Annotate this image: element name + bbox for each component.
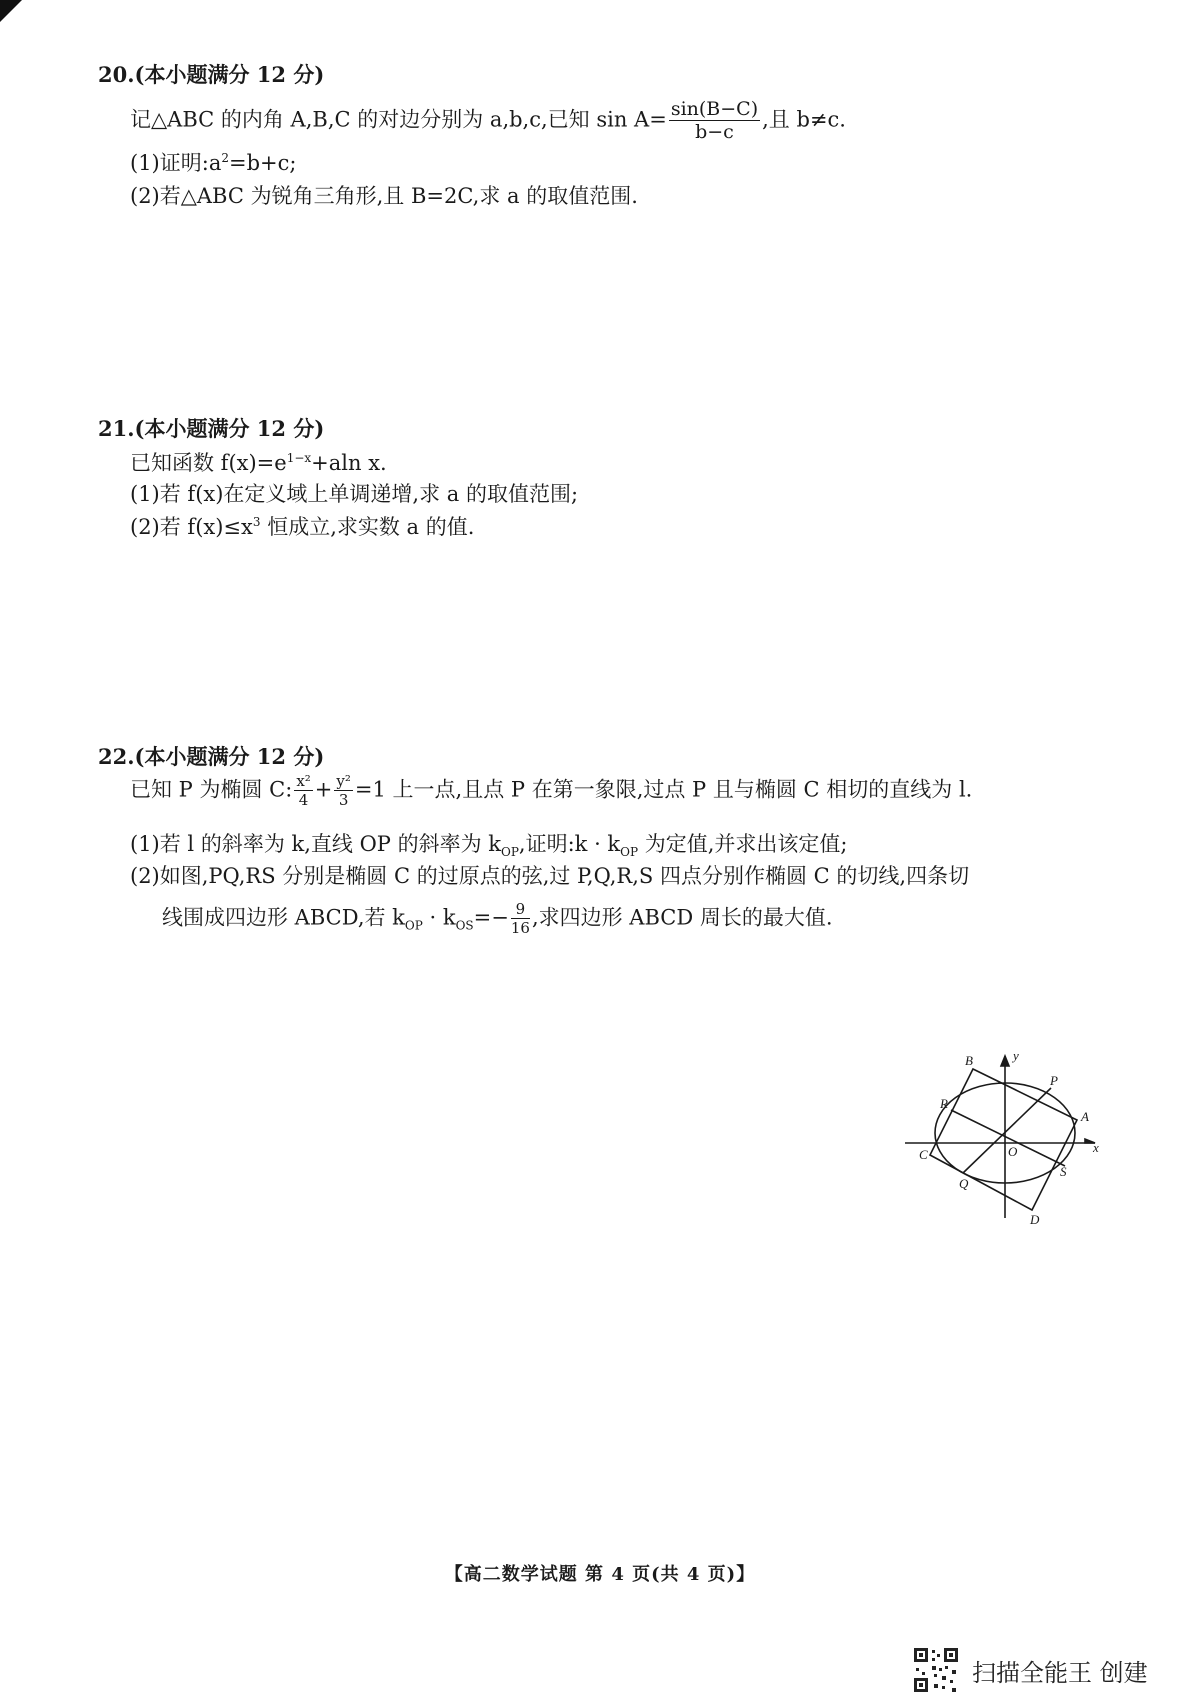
part-text: (2)若 f(x)≤x	[130, 515, 253, 539]
question-20-header: 20.(本小题满分 12 分)	[98, 62, 325, 87]
question-21-part-2	[130, 516, 474, 538]
fraction-denominator: b−c	[695, 121, 734, 143]
subscript: OP	[404, 918, 423, 933]
fraction	[669, 100, 760, 142]
part-text: (1)若 l 的斜率为 k,直线 OP 的斜率为 k	[130, 832, 501, 856]
question-22-part-1	[130, 834, 848, 858]
question-21-stem	[130, 452, 387, 474]
fraction-numerator: y²	[336, 772, 351, 790]
question-20	[98, 62, 1098, 208]
fraction	[294, 774, 312, 808]
qr-code-icon	[912, 1646, 960, 1694]
question-22	[98, 744, 1098, 937]
chord-pq	[963, 1088, 1051, 1173]
stem-text: 已知 P 为椭圆 C:	[130, 777, 293, 802]
page-footer: 【高二数学试题 第 4 页(共 4 页)】	[444, 1564, 756, 1585]
question-22-part-2-line-1: (2)如图,PQ,RS 分别是椭圆 C 的过原点的弦,过 P,Q,R,S 四点分别作椭圆 C 的切线,四条切	[130, 864, 970, 888]
stem-text: ,且 b≠c.	[762, 107, 846, 132]
subscript: OP	[501, 845, 519, 860]
quadrilateral-abcd	[930, 1069, 1077, 1210]
fraction-denominator: 16	[510, 919, 530, 937]
part-text: 线围成四边形 ABCD,若 k	[162, 905, 405, 930]
stem-text: 记△ABC 的内角 A,B,C 的对边分别为 a,b,c,已知 sin A=	[130, 107, 667, 132]
figure-label-s: S	[1060, 1164, 1067, 1179]
figure-label-a: A	[1081, 1109, 1089, 1124]
fraction	[511, 902, 530, 936]
part-text: ,证明:k · k	[518, 832, 621, 856]
part-text: ,求四边形 ABCD 周长的最大值.	[531, 905, 833, 930]
figure-label-d: D	[1030, 1212, 1040, 1227]
scanner-text: 扫描全能王 创建	[972, 1658, 1148, 1687]
question-20-part-2: (2)若△ABC 为锐角三角形,且 B=2C,求 a 的取值范围.	[130, 184, 638, 208]
question-21-header: 21.(本小题满分 12 分)	[98, 416, 325, 441]
plus-sign: +	[314, 777, 333, 802]
scanner-watermark	[912, 1646, 1148, 1694]
superscript: 3	[252, 515, 261, 529]
stem-text: =1 上一点,且点 P 在第一象限,过点 P 且与椭圆 C 相切的直线为 l.	[354, 777, 973, 802]
superscript: 2	[221, 151, 229, 165]
fraction	[334, 774, 353, 808]
figure-label-r: R	[940, 1096, 948, 1111]
y-axis-arrow	[1001, 1056, 1009, 1066]
part-text: =−	[473, 905, 509, 930]
figure-label-c: C	[919, 1147, 928, 1162]
question-20-stem	[130, 100, 846, 142]
part-text: 恒成立,求实数 a 的值.	[260, 515, 475, 539]
part-text: 为定值,并求出该定值;	[638, 832, 848, 856]
fraction-denominator: 4	[298, 791, 309, 809]
question-22-header: 22.(本小题满分 12 分)	[98, 744, 325, 769]
stem-text: 已知函数 f(x)=e	[130, 451, 287, 475]
figure-label-p: P	[1050, 1073, 1058, 1088]
question-22-stem	[130, 774, 972, 808]
fraction-numerator: 9	[511, 902, 530, 919]
question-21-part-1: (1)若 f(x)在定义域上单调递增,求 a 的取值范围;	[130, 482, 579, 506]
stem-text: +aln x.	[311, 451, 387, 475]
subscript: OS	[455, 918, 474, 933]
question-22-part-2-line-2	[162, 902, 833, 936]
part-text: (1)证明:a	[130, 151, 222, 175]
superscript: 1−x	[286, 451, 312, 465]
corner-registration-mark	[0, 0, 22, 22]
subscript: OP	[620, 845, 639, 860]
figure-label-x: x	[1093, 1140, 1099, 1155]
ellipse-figure	[905, 1048, 1105, 1228]
fraction-denominator: 3	[338, 791, 349, 809]
fraction-numerator: sin(B−C)	[670, 98, 759, 120]
question-20-part-1	[130, 152, 296, 174]
figure-label-q: Q	[959, 1176, 969, 1191]
figure-label-y: y	[1013, 1048, 1019, 1063]
part-text: =b+c;	[228, 151, 297, 175]
fraction-numerator: x²	[296, 772, 311, 790]
figure-label-o: O	[1008, 1144, 1018, 1159]
part-text: · k	[422, 905, 456, 930]
figure-label-b: B	[965, 1053, 973, 1068]
